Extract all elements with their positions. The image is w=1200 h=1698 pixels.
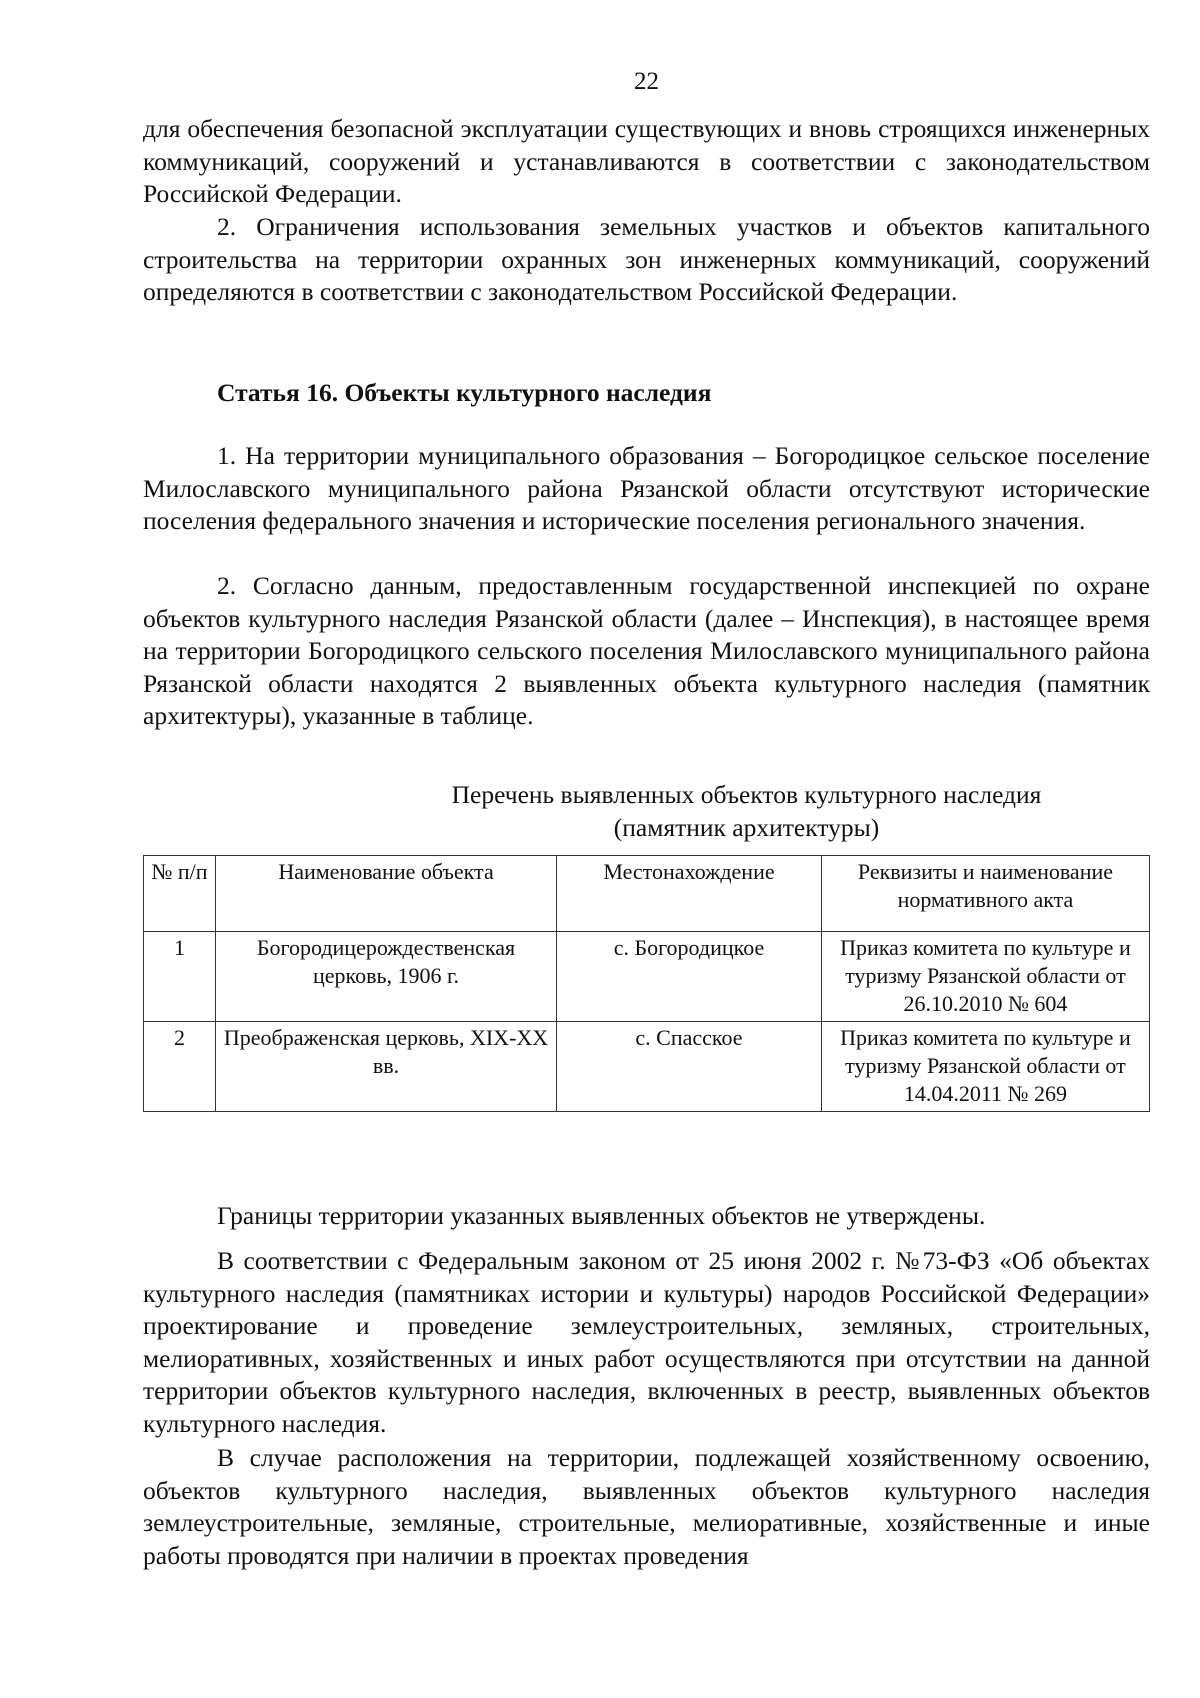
table-caption-line2: (памятник архитектуры): [613, 813, 880, 842]
row-name: Преображенская церковь, XIX-XX вв.: [215, 1022, 556, 1112]
paragraph-inspection-data: 2. Согласно данным, предоставленным государственной инспекцией по охране объектов культурного наследия Рязанской области (далее – Инспекция), в настоящее время на территории Богородицкого сельского поселения Милославского муниципального района Рязанской области находятся 2 выявленных объекта культурного наследия (памятник архитектуры), указанные в таблице.: [143, 571, 1150, 731]
row-act: Приказ комитета по культуре и туризму Рязанской области от 14.04.2011 № 269: [821, 1022, 1149, 1112]
paragraph-economic-development: В случае расположения на территории, подлежащей хозяйственному освоению, объектов культурного наследия, выявленных объектов культурного наследия землеустроительные, земляные, строительные, мелиоративные, хозяйственные и иные работы проводятся при наличии в проектах проведения: [143, 1443, 1150, 1570]
page-number: 22: [634, 68, 659, 95]
row-num: 2: [144, 1022, 216, 1112]
row-num: 1: [144, 932, 216, 1022]
article-heading: Статья 16. Объекты культурного наследия: [217, 378, 712, 407]
paragraph-federal-law: В соответствии с Федеральным законом от 25 июня 2002 г. №73-ФЗ «Об объектах культурного наследия (памятниках истории и культуры) народов Российской Федерации» проектирование и проведение землеустроительных, земляных, строительных, мелиоративных, хозяйственных и иных работ осуществляются при отсутствии на данной территории объектов культурного наследия, включенных в реестр, выявленных объектов культурного наследия.: [143, 1246, 1150, 1438]
row-location: с. Спасское: [557, 1022, 822, 1112]
row-name: Богородицерождественская церковь, 1906 г.: [215, 932, 556, 1022]
header-num: № п/п: [144, 856, 216, 932]
table-caption: [143, 778, 1200, 844]
header-name: Наименование объекта: [215, 856, 556, 932]
paragraph-borders: Границы территории указанных выявленных объектов не утверждены.: [217, 1201, 986, 1230]
paragraph-historic-settlements: 1. На территории муниципального образования – Богородицкое сельское поселение Милославского муниципального района Рязанской области отсутствуют исторические поселения федерального значения и исторические поселения регионального значения.: [143, 441, 1150, 536]
table-header-row: [144, 856, 1150, 932]
paragraph-continuation: для обеспечения безопасной эксплуатации существующих и вновь строящихся инженерных коммуникаций, сооружений и устанавливаются в соответствии с законодательством Российской Федерации.: [143, 114, 1150, 209]
paragraph-restrictions: 2. Ограничения использования земельных участков и объектов капитального строительства на территории охранных зон инженерных коммуникаций, сооружений определяются в соответствии с законодательством Российской Федерации.: [143, 212, 1150, 307]
table-row: [144, 1022, 1150, 1112]
table-row: [144, 932, 1150, 1022]
header-location: Местонахождение: [557, 856, 822, 932]
table-caption-line1: Перечень выявленных объектов культурного наследия: [451, 780, 1042, 809]
row-act: Приказ комитета по культуре и туризму Рязанской области от 26.10.2010 № 604: [821, 932, 1149, 1022]
header-act: Реквизиты и наименование нормативного акта: [821, 856, 1149, 932]
heritage-table: [143, 855, 1150, 1112]
row-location: с. Богородицкое: [557, 932, 822, 1022]
